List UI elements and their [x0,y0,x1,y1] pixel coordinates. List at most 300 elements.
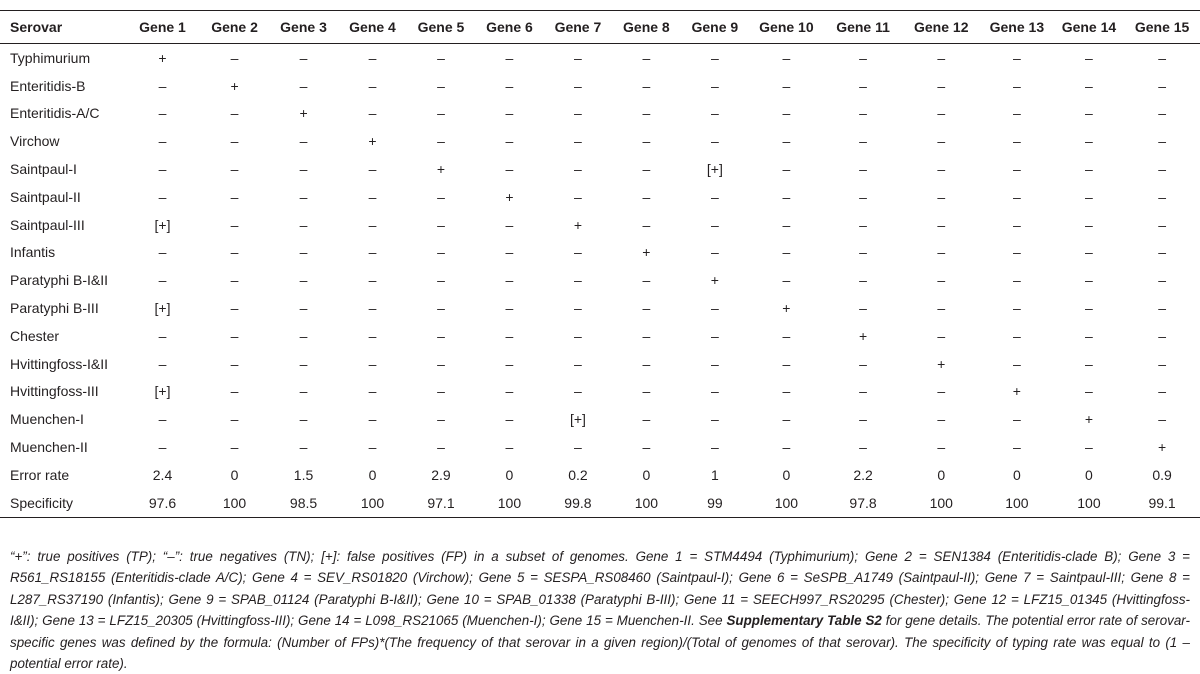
table-body [0,44,1200,518]
table-cell: – [859,300,867,317]
table-cell: – [574,439,582,456]
table-cell: 0 [1085,466,1093,483]
table-row [0,322,1200,350]
table-cell: + [573,216,583,233]
table-cell: – [859,216,867,233]
table-cell: – [710,383,719,400]
table-cell: – [574,49,582,66]
table-cell: – [368,300,377,317]
table-cell: [+] [569,411,586,428]
table-cell: – [299,300,308,317]
table-cell: – [299,244,308,261]
table-cell: – [642,216,651,233]
table-cell: – [230,216,239,233]
table-cell: – [368,272,377,289]
row-label: Infantis [10,244,56,261]
column-header-gene-13: Gene 13 [980,11,1054,44]
table-cell: – [642,300,651,317]
table-cell: – [710,411,719,428]
table-cell: – [642,272,651,289]
table-header-row [0,11,1200,44]
table-cell: – [230,133,239,150]
table-cell: 0.9 [1152,466,1172,483]
column-header-gene-7: Gene 7 [544,11,612,44]
table-cell: – [368,216,377,233]
table-cell: – [158,355,167,372]
table-cell: – [642,161,651,178]
table-cell: – [937,439,946,456]
table-cell: – [642,49,651,66]
table-cell: – [505,244,514,261]
table-cell: – [1158,105,1166,122]
table-cell: – [1158,272,1166,289]
table-cell: – [1158,411,1166,428]
table-cell: – [230,244,239,261]
table-cell: – [859,49,867,66]
table-cell: – [782,49,791,66]
table-cell: – [158,161,167,178]
table-row [0,72,1200,100]
table-cell: – [1012,300,1021,317]
table-cell: – [158,188,167,205]
column-header-gene-15: Gene 15 [1124,11,1200,44]
table-row [0,294,1200,322]
column-header-gene-3: Gene 3 [269,11,339,44]
table-cell: – [230,383,239,400]
table-cell: – [230,161,239,178]
row-label: Muenchen-II [10,439,88,456]
table-cell: – [1012,133,1021,150]
column-header-serovar: Serovar [0,11,125,44]
table-cell: – [368,77,377,94]
table-cell: – [505,49,514,66]
table-cell: – [1085,244,1093,261]
table-cell: – [368,105,377,122]
table-cell: + [937,355,946,372]
table-cell: – [437,188,445,205]
table-cell: – [574,161,582,178]
table-cell: + [1084,411,1094,428]
table-cell: – [437,383,445,400]
table-cell: – [574,244,582,261]
table-row [0,155,1200,183]
table-cell: – [1158,49,1166,66]
table-cell: – [505,355,514,372]
table-cell: – [505,216,514,233]
row-label: Hvittingfoss-III [10,383,99,400]
table-cell: – [230,327,239,344]
table-cell: + [642,244,651,261]
table-cell: – [782,105,791,122]
table-cell: – [1012,244,1021,261]
row-label: Chester [10,327,60,344]
table-cell: – [782,133,791,150]
table-cell: – [230,272,239,289]
table-cell: – [1158,161,1166,178]
table-cell: – [859,355,867,372]
table-cell: 99.1 [1124,489,1200,517]
column-header-gene-14: Gene 14 [1054,11,1125,44]
table-footnote [10,546,1190,674]
table-cell: 1 [710,466,719,483]
table-cell: 100 [1054,489,1125,517]
table-cell: – [574,355,582,372]
table-cell: – [937,133,946,150]
column-header-gene-10: Gene 10 [749,11,824,44]
table-cell: – [505,272,514,289]
table-cell: 0 [1012,466,1021,483]
serovar-gene-table [0,11,1200,518]
table-cell: – [1158,216,1166,233]
table-cell: – [505,300,514,317]
table-cell: – [299,411,308,428]
table-cell: – [574,77,582,94]
table-cell: – [937,216,946,233]
table-cell: – [1012,105,1021,122]
table-cell: – [1085,439,1093,456]
table-cell: – [859,133,867,150]
table-cell: – [158,327,167,344]
table-cell: – [368,188,377,205]
table-cell: – [1158,300,1166,317]
table-cell: + [1158,439,1167,456]
row-label: Saintpaul-III [10,216,85,233]
table-cell: – [505,439,514,456]
table-cell: – [1012,216,1021,233]
table-cell: – [782,216,791,233]
table-cell: – [158,411,167,428]
table-cell: – [574,188,582,205]
table-cell: 0 [642,466,651,483]
table-cell: – [1085,77,1093,94]
table-cell: – [642,133,651,150]
table-cell: 99.8 [544,489,612,517]
table-cell: – [710,49,719,66]
table-cell: 100 [475,489,543,517]
table-cell: 100 [980,489,1054,517]
table-cell: – [710,439,719,456]
table-cell: – [230,411,239,428]
row-label: Hvittingfoss-I&II [10,355,109,372]
table-cell: + [782,300,791,317]
table-cell: – [782,327,791,344]
table-cell: + [368,133,377,150]
table-cell: – [642,383,651,400]
table-cell: – [574,327,582,344]
table-cell: – [937,383,946,400]
table-cell: – [937,244,946,261]
table-cell: – [710,77,719,94]
table-cell: + [710,272,719,289]
row-label: Typhimurium [10,49,91,66]
table-cell: – [710,188,719,205]
table-cell: 0 [230,466,239,483]
table-cell: – [437,272,445,289]
table-cell: – [505,383,514,400]
table-cell: – [859,105,867,122]
column-header-gene-2: Gene 2 [200,11,268,44]
table-cell: – [937,411,946,428]
table-cell: – [1158,327,1166,344]
table-cell: – [368,355,377,372]
table-cell: – [642,327,651,344]
table-cell: – [782,411,791,428]
table-cell: – [437,133,445,150]
row-label: Enteritidis-B [10,77,86,94]
table-cell: – [230,188,239,205]
table-cell: – [1012,439,1021,456]
table-cell: – [437,77,445,94]
table-cell: – [1085,49,1093,66]
table-cell: – [574,383,582,400]
table-cell: – [437,244,445,261]
table-cell: – [782,77,791,94]
table-cell: – [859,188,867,205]
table-cell: – [937,272,946,289]
table-cell: + [299,105,308,122]
table-cell: 0 [505,466,514,483]
table-cell: – [299,439,308,456]
table-cell: – [642,188,651,205]
table-cell: – [937,49,946,66]
table-cell: + [158,49,167,66]
table-cell: 100 [612,489,680,517]
table-cell: – [782,244,791,261]
table-cell: + [230,77,239,94]
table-cell: 100 [338,489,406,517]
table-row [0,127,1200,155]
table-cell: – [1012,77,1021,94]
table-cell: [+] [154,216,171,233]
table-cell: – [368,244,377,261]
row-label: Virchow [10,133,60,150]
table-cell: – [505,161,514,178]
footnote-text-continued: for gene details. The potential error rate of serovar-specific genes was defined by the formula: (Number of FPs)*(The frequency of that serovar in a given region)/(Total of genomes of that serovar). The specificity of typing rate was equal to (1 – potential error rate). [10,613,1190,672]
table-row [0,183,1200,211]
table-cell: – [505,133,514,150]
table-row [0,350,1200,378]
table-cell: – [937,188,946,205]
table-cell: – [1012,49,1021,66]
column-header-gene-9: Gene 9 [681,11,749,44]
table-cell: – [1012,161,1021,178]
table-cell: 2.4 [152,466,173,483]
table-cell: – [299,133,308,150]
table-cell: – [574,105,582,122]
table-cell: – [642,77,651,94]
table-cell: – [368,383,377,400]
table-cell: – [368,49,377,66]
row-label: Saintpaul-I [10,161,77,178]
table-cell: 97.8 [824,489,903,517]
table-cell: – [1085,216,1093,233]
table-cell: 100 [749,489,824,517]
row-label: Paratyphi B-III [10,300,99,317]
table-cell: – [158,244,167,261]
table-cell: – [299,49,308,66]
row-label: Muenchen-I [10,411,84,428]
table-cell: – [937,105,946,122]
table-row [0,433,1200,461]
table-cell: – [437,216,445,233]
table-cell: – [642,411,651,428]
table-cell: – [158,105,167,122]
table-cell: – [368,327,377,344]
table-cell: 0 [368,466,377,483]
table-cell: – [1085,272,1093,289]
column-header-gene-1: Gene 1 [125,11,201,44]
table-cell: – [437,49,445,66]
table-cell: – [642,439,651,456]
column-header-gene-8: Gene 8 [612,11,680,44]
table-cell: – [158,439,167,456]
column-header-gene-12: Gene 12 [902,11,980,44]
table-cell: – [710,244,719,261]
table-cell: 0.2 [568,466,588,483]
table-cell: – [1085,133,1093,150]
footnote-text: “+”: true positives (TP); “–”: true negatives (TN); [+]: false positives (FP) in a subset of genomes. Gene 1 = STM4494 (Typhimurium); Gene 2 = SEN1384 (Enteritidis-clade B); Gene 3 = R561_RS18155 (Enteritidis-clade A/C); Gene 4 = SEV_RS01820 (Virchow); Gene 5 = SESPA_RS08460 (Saintpaul-I); Gene 6 = SeSPB_A1749 (Saintpaul-II); Gene 7 = Saintpaul-III; Gene 8 = L287_RS37190 (Infantis); Gene 9 = SPAB_01124 (Paratyphi B-I&II); Gene 10 = SPAB_01338 (Paratyphi B-III); Gene 11 = SEECH997_RS20295 (Chester); Gene 12 = LFZ15_01345 (Hvittingfoss-I&II); Gene 13 = LFZ15_20305 (Hvittingfoss-III); Gene 14 = L098_RS21065 (Muenchen-I); Gene 15 = Muenchen-II. See [10,549,1190,629]
table-cell: – [1085,161,1093,178]
table-cell: – [230,439,239,456]
table-cell: – [368,161,377,178]
table-cell: 99 [681,489,749,517]
table-row [0,239,1200,267]
table-cell: – [859,383,867,400]
column-header-gene-6: Gene 6 [475,11,543,44]
table-cell: – [437,105,445,122]
table-cell: – [299,383,308,400]
table-row [0,211,1200,239]
table-cell: – [437,439,445,456]
table-cell: – [782,439,791,456]
table-cell: – [710,300,719,317]
table-cell: – [782,383,791,400]
table-cell: – [299,161,308,178]
table-cell: [+] [706,161,723,178]
column-header-gene-5: Gene 5 [407,11,475,44]
table-cell: – [1012,327,1021,344]
table-cell: 100 [200,489,268,517]
table-cell: – [710,327,719,344]
table-cell: 1.5 [293,466,314,483]
table-cell: – [1012,188,1021,205]
row-label: Specificity [0,489,125,517]
table-cell: [+] [154,383,171,400]
table-row [0,489,1200,517]
table-cell: – [299,77,308,94]
table-row [0,266,1200,294]
table-cell: – [158,272,167,289]
table-cell: 2.2 [853,466,873,483]
table-cell: – [158,133,167,150]
table-cell: – [1085,355,1093,372]
table-cell: – [1012,272,1021,289]
table-cell: – [230,355,239,372]
table-cell: – [437,355,445,372]
table-cell: 97.6 [125,489,201,517]
table-cell: – [1158,133,1166,150]
table-cell: – [505,77,514,94]
table-cell: – [158,77,167,94]
table-row [0,378,1200,406]
table-cell: – [299,216,308,233]
table-cell: – [574,133,582,150]
table-cell: – [782,272,791,289]
table-cell: – [1158,77,1166,94]
table-cell: – [1085,105,1093,122]
table-cell: – [1085,327,1093,344]
table-cell: – [437,411,445,428]
table-cell: – [859,77,867,94]
table-cell: – [505,411,514,428]
table-cell: + [858,327,868,344]
column-header-gene-4: Gene 4 [338,11,406,44]
table-cell: – [1158,244,1166,261]
table-cell: – [642,355,651,372]
table-cell: – [859,439,867,456]
table-cell: 98.5 [269,489,339,517]
table-cell: + [436,161,446,178]
table-cell: + [505,188,514,205]
table-cell: – [437,327,445,344]
table-cell: [+] [154,300,171,317]
table-cell: – [505,105,514,122]
table-cell: – [299,272,308,289]
table-cell: – [710,133,719,150]
table-cell: – [782,161,791,178]
table-cell: – [230,49,239,66]
table-cell: – [937,161,946,178]
row-label: Saintpaul-II [10,188,81,205]
table-cell: – [642,105,651,122]
table-cell: – [1158,355,1166,372]
row-label: Error rate [10,466,70,483]
table-cell: – [230,105,239,122]
table-cell: 100 [902,489,980,517]
table-cell: – [937,327,946,344]
column-header-gene-11: Gene 11 [824,11,903,44]
table-cell: – [1085,300,1093,317]
table-cell: – [1085,188,1093,205]
table-cell: – [1012,355,1021,372]
table-cell: – [859,244,867,261]
table-cell: – [505,327,514,344]
row-label: Enteritidis-A/C [10,105,100,122]
table-cell: – [710,355,719,372]
table-cell: – [1158,188,1166,205]
table-cell: – [937,300,946,317]
table-cell: – [437,300,445,317]
supplementary-table-reference: Supplementary Table S2 [726,613,882,629]
table-row [0,405,1200,433]
table-row [0,100,1200,128]
table-cell: 0 [782,466,791,483]
table-cell: – [230,300,239,317]
table-cell: – [299,188,308,205]
table-cell: – [368,411,377,428]
table-cell: – [937,77,946,94]
table-cell: – [859,411,867,428]
table-cell: – [299,355,308,372]
table-cell: – [368,439,377,456]
table-cell: 0 [937,466,946,483]
table-row [0,461,1200,489]
table-cell: 2.9 [431,466,451,483]
table-cell: – [1012,411,1021,428]
table-cell: – [782,188,791,205]
table-cell: – [574,300,582,317]
table-cell: – [1158,383,1166,400]
